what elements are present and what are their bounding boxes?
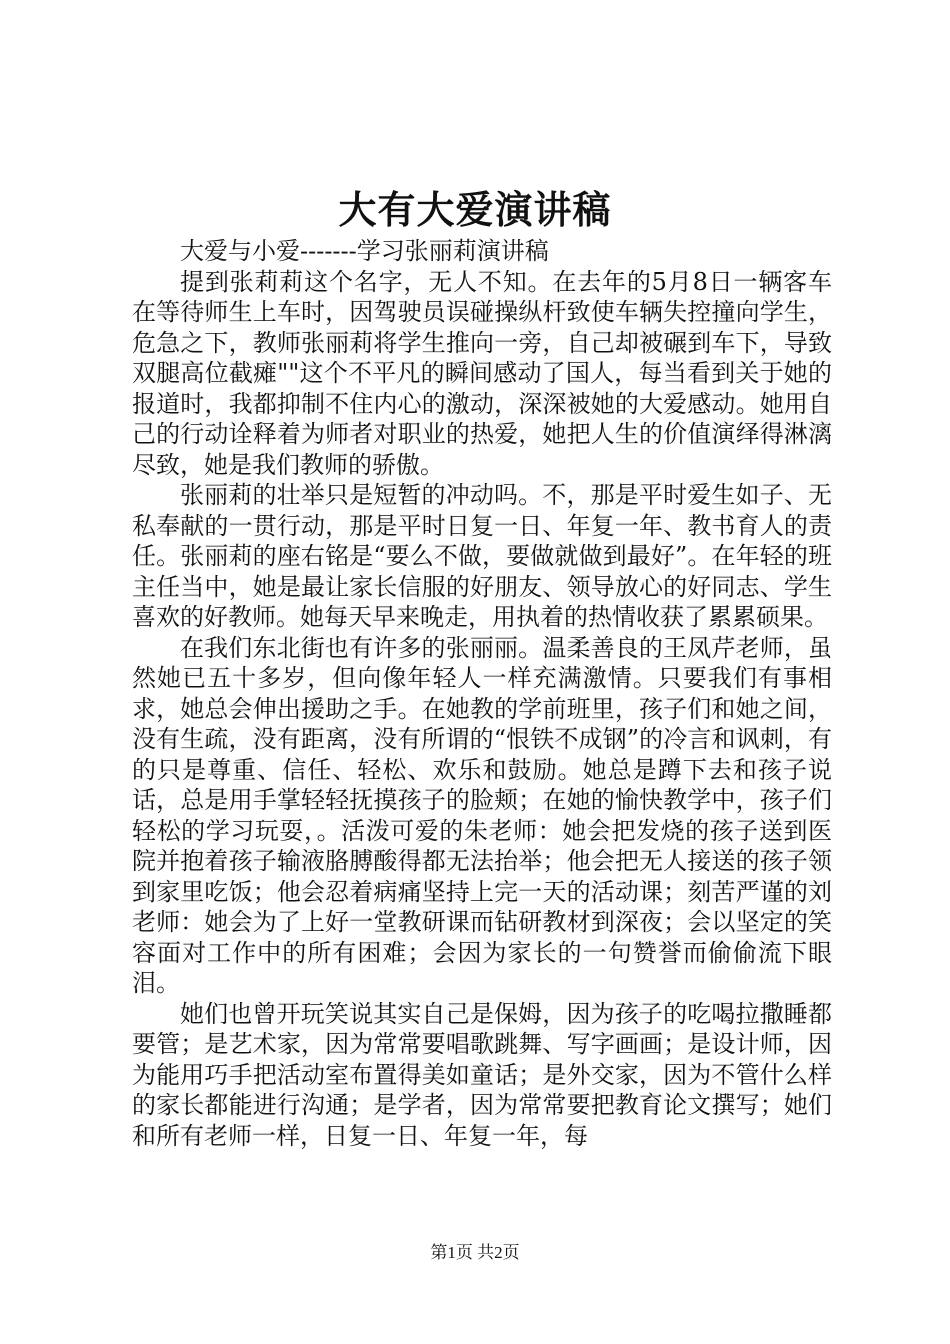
- document-body: [132, 236, 832, 1151]
- paragraph: 提到张莉莉这个名字，无人不知。在去年的5月8日一辆客车在等待师生上车时，因驾驶员误碰操纵杆致使车辆失控撞向学生，危急之下，教师张丽莉将学生推向一旁，自己却被碾到车下，导致双腿高位截瘫""这个不平凡的瞬间感动了国人，每当看到关于她的报道时，我都抑制不住内心的激动，深深被她的大爱感动。她用自己的行动诠释着为师者对职业的热爱，她把人生的价值演绎得淋漓尽致，她是我们教师的骄傲。: [132, 267, 832, 479]
- page-footer: 第1页 共2页: [430, 1243, 520, 1262]
- document-title: 大有大爱演讲稿: [338, 187, 612, 232]
- paragraph: 张丽莉的壮举只是短暂的冲动吗。不，那是平时爱生如子、无私奉献的一贯行动，那是平时日复一日、年复一年、教书育人的责任。张丽莉的座右铭是“要么不做，要做就做到最好”。在年轻的班主任当中，她是最让家长信服的好朋友、领导放心的好同志、学生喜欢的好教师。她每天早来晚走，用执着的热情收获了累累硕果。: [132, 481, 832, 631]
- paragraph: 她们也曾开玩笑说其实自己是保姆，因为孩子的吃喝拉撒睡都要管；是艺术家，因为常常要唱歌跳舞、写字画画；是设计师，因为能用巧手把活动室布置得美如童话；是外交家，因为不管什么样的家长都能进行沟通；是学者，因为常常要把教育论文撰写；她们和所有老师一样，日复一日、年复一年，每: [132, 999, 832, 1150]
- paragraph: 在我们东北街也有许多的张丽丽。温柔善良的王凤芹老师，虽然她已五十多岁，但向像年轻人一样充满激情。只要我们有事相求，她总会伸出援助之手。在她教的学前班里，孩子们和她之间，没有生疏，没有距离，没有所谓的“恨铁不成钢”的冷言和讽刺，有的只是尊重、信任、轻松、欢乐和鼓励。她总是蹲下去和孩子说话，总是用手掌轻轻抚摸孩子的脸颊；在她的愉快教学中，孩子们轻松的学习玩耍，。活泼可爱的朱老师：她会把发烧的孩子送到医院并抱着孩子输液胳膊酸得都无法抬举；他会把无人接送的孩子领到家里吃饭；他会忍着病痛坚持上完一天的活动课；刻苦严谨的刘老师：她会为了上好一堂教研课而钻研教材到深夜；会以坚定的笑容面对工作中的所有困难；会因为家长的一句赞誉而偷偷流下眼泪。: [132, 633, 832, 997]
- paragraph-subtitle: 大爱与小爱-------学习张丽莉演讲稿: [180, 237, 549, 265]
